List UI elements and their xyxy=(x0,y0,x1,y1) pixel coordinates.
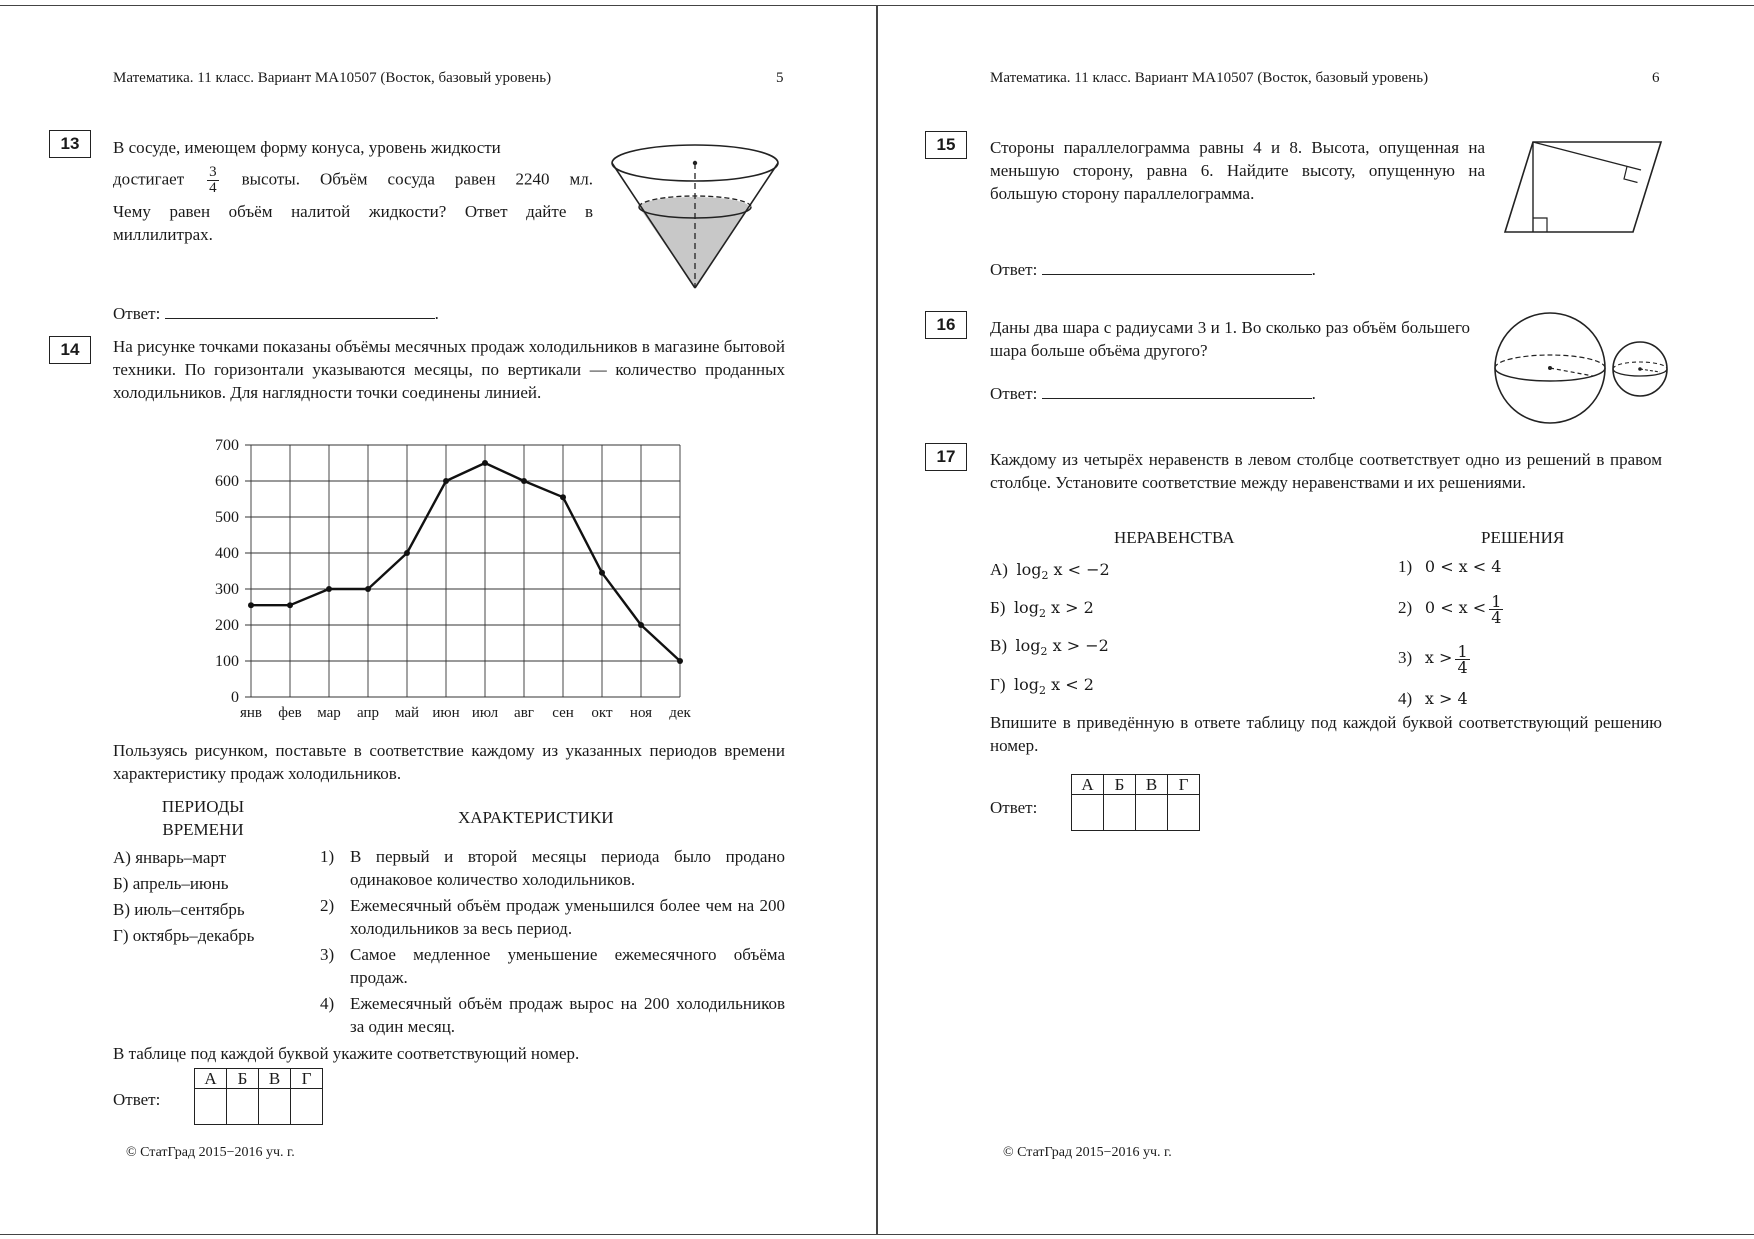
period-item xyxy=(113,871,254,897)
solution-text: x > xyxy=(1424,648,1453,667)
task-14-after-chart: Пользуясь рисунком, поставьте в соответствие каждому из указанных периодов времени характеристику продаж холодильников. xyxy=(113,741,785,783)
page-number: 5 xyxy=(776,70,784,86)
data-point xyxy=(482,460,488,466)
task-number-17: 17 xyxy=(925,443,967,471)
answer-table-header: Б xyxy=(227,1069,259,1089)
fraction-numerator: 3 xyxy=(209,164,217,180)
solutions-list xyxy=(1398,551,1506,715)
chart-points xyxy=(248,460,683,664)
page-5 xyxy=(0,5,877,1235)
answer-input-13[interactable] xyxy=(165,303,435,319)
period-item xyxy=(113,845,254,871)
characteristic-number: 3) xyxy=(320,945,335,964)
periods-heading-line2: ВРЕМЕНИ xyxy=(162,820,244,839)
answer-label: Ответ: xyxy=(990,260,1038,279)
x-tick-label: сен xyxy=(552,705,574,721)
table-instruction: В таблице под каждой буквой укажите соответствующий номер. xyxy=(113,1044,580,1063)
characteristic-item xyxy=(320,992,785,1038)
solution-item xyxy=(1398,633,1506,683)
answer-cell[interactable] xyxy=(195,1089,227,1125)
inequality-item xyxy=(990,669,1110,707)
inequality-letter: В) xyxy=(990,636,1007,656)
inequality-letter: Г) xyxy=(990,674,1006,694)
inequalities-list xyxy=(990,554,1110,707)
period-text: январь–март xyxy=(135,848,227,867)
task-15-text: Стороны параллелограмма равны 4 и 8. Высота, опущенная на меньшую сторону, равна 6. Найдите высоту, опущенную на большую сторону параллелограмма. xyxy=(990,138,1485,203)
answer-table-header: В xyxy=(1136,775,1168,795)
task-15-answer: Ответ: . xyxy=(990,260,1316,279)
x-tick-label: дек xyxy=(669,705,691,721)
parallelogram-illustration xyxy=(1503,132,1663,238)
period-text: апрель–июнь xyxy=(132,874,229,893)
characteristic-item xyxy=(320,894,785,940)
fraction-3-4 xyxy=(207,165,219,196)
x-tick-label: май xyxy=(394,705,420,721)
x-tick-label: окт xyxy=(591,705,613,721)
answer-input-16[interactable] xyxy=(1042,383,1312,399)
characteristic-text: Самое медленное уменьшение ежемесячного объёма продаж. xyxy=(350,945,785,987)
inequality-rest: x < −2 xyxy=(1048,560,1110,579)
answer-table-header: Г xyxy=(291,1069,323,1089)
log-base: 2 xyxy=(1038,607,1046,621)
y-tick-label: 200 xyxy=(215,617,239,634)
characteristic-number: 1) xyxy=(320,847,335,866)
y-tick-label: 700 xyxy=(215,437,239,454)
page-footer: © СтатГрад 2015−2016 уч. г. xyxy=(1003,1145,1172,1160)
solution-number: 1) xyxy=(1398,557,1413,576)
task-13-answer: Ответ: . xyxy=(113,304,439,323)
periods-heading xyxy=(140,795,266,841)
answer-label: Ответ: xyxy=(113,1090,161,1109)
log-text: log xyxy=(1016,560,1042,579)
answer-table-header: А xyxy=(1072,775,1104,795)
x-tick-label: фев xyxy=(278,705,302,721)
task-number-15: 15 xyxy=(925,131,967,159)
inequality-rest: x > 2 xyxy=(1045,598,1094,618)
characteristics-heading: ХАРАКТЕРИСТИКИ xyxy=(458,808,614,827)
task-number-16: 16 xyxy=(925,311,967,339)
solution-number: 2) xyxy=(1398,598,1413,617)
data-point xyxy=(287,602,293,608)
characteristic-number: 2) xyxy=(320,896,335,915)
page-footer: © СтатГрад 2015−2016 уч. г. xyxy=(126,1145,295,1160)
log-text: log xyxy=(1014,674,1039,694)
task-14-text: На рисунке точками показаны объёмы месячных продаж холодильников в магазине бытовой техники. По горизонтали указываются месяцы, по вертикали — количество проданных холодильников. Для наглядности точки соединены линией. xyxy=(113,337,785,402)
task-13-line2-start: достигает xyxy=(113,169,185,189)
characteristic-number: 4) xyxy=(320,994,335,1013)
answer-table-14 xyxy=(194,1068,323,1125)
spheres-illustration xyxy=(1490,306,1670,426)
solution-text: 0 < x < 4 xyxy=(1424,557,1502,576)
answer-cell[interactable] xyxy=(1168,795,1200,831)
answer-label: Ответ: xyxy=(113,304,161,323)
log-base: 2 xyxy=(1040,645,1048,659)
y-tick-label: 400 xyxy=(215,545,239,562)
x-tick-label: апр xyxy=(357,705,379,721)
data-point xyxy=(248,602,254,608)
period-item xyxy=(113,897,254,923)
period-text: июль–сентябрь xyxy=(134,900,245,919)
y-tick-label: 500 xyxy=(215,509,239,526)
sales-chart xyxy=(200,431,710,731)
answer-cell[interactable] xyxy=(227,1089,259,1125)
x-tick-label: июл xyxy=(471,705,499,721)
solution-text: 0 < x < xyxy=(1424,598,1487,617)
task-number-13: 13 xyxy=(49,130,91,158)
task-number-14: 14 xyxy=(49,336,91,364)
answer-table-17 xyxy=(1071,774,1200,831)
fraction-numerator: 1 xyxy=(1491,591,1502,611)
answer-label: Ответ: xyxy=(990,798,1038,817)
answer-table-header: В xyxy=(259,1069,291,1089)
answer-input-15[interactable] xyxy=(1042,259,1312,275)
chart-x-ticks xyxy=(240,705,692,721)
data-point xyxy=(521,478,527,484)
fraction-numerator: 1 xyxy=(1457,641,1468,661)
period-letter: В) xyxy=(113,900,130,919)
periods-list xyxy=(113,845,254,949)
inequality-item xyxy=(990,630,1110,668)
period-letter: А) xyxy=(113,848,131,867)
inequality-rest: x > −2 xyxy=(1047,636,1109,656)
answer-cell[interactable] xyxy=(291,1089,323,1125)
characteristic-item xyxy=(320,943,785,989)
inequalities-heading: НЕРАВЕНСТВА xyxy=(1114,528,1235,547)
fraction-denominator: 4 xyxy=(209,180,217,196)
y-tick-label: 300 xyxy=(215,581,239,598)
task-17-instruction: Впишите в приведённую в ответе таблицу под каждой буквой соответствующий решению номер. xyxy=(990,713,1662,755)
periods-heading-line1: ПЕРИОДЫ xyxy=(161,797,245,816)
solution-item xyxy=(1398,583,1506,633)
solution-fraction xyxy=(1489,591,1503,627)
period-text: октябрь–декабрь xyxy=(132,926,255,945)
answer-label: Ответ: xyxy=(990,384,1038,403)
answer-cell[interactable] xyxy=(259,1089,291,1125)
y-tick-label: 100 xyxy=(215,653,239,670)
fraction-denominator: 4 xyxy=(1457,657,1468,677)
solution-number: 3) xyxy=(1398,648,1413,667)
characteristic-text: Ежемесячный объём продаж вырос на 200 холодильников за один месяц. xyxy=(350,994,785,1036)
solutions-heading: РЕШЕНИЯ xyxy=(1481,528,1565,547)
task-13-line2-end: высоты. Объём сосуда равен 2240 мл. xyxy=(241,169,593,189)
chart-series-line xyxy=(251,463,680,661)
characteristic-item xyxy=(320,845,785,891)
data-point xyxy=(365,586,371,592)
y-tick-label: 0 xyxy=(231,689,239,706)
task-13-line3: Чему равен объём налитой жидкости? Ответ дайте в миллилитрах. xyxy=(113,202,593,244)
task-13-line1: В сосуде, имеющем форму конуса, уровень жидкости xyxy=(113,138,501,157)
solution-item xyxy=(1398,551,1506,583)
data-point xyxy=(404,550,410,556)
inequality-letter: Б) xyxy=(990,598,1006,618)
task-17-text: Каждому из четырёх неравенств в левом столбце соответствует одно из решений в правом столбце. Установите соответствие между неравенствами и их решениями. xyxy=(990,450,1662,492)
answer-cell[interactable] xyxy=(1136,795,1168,831)
x-tick-label: янв xyxy=(239,705,263,721)
characteristic-text: В первый и второй месяцы периода было продано одинаковое количество холодильников. xyxy=(350,847,785,889)
log-base: 2 xyxy=(1039,683,1046,697)
data-point xyxy=(599,570,605,576)
answer-table-header: А xyxy=(195,1069,227,1089)
period-letter: Б) xyxy=(113,874,129,893)
answer-table-header: Г xyxy=(1168,775,1200,795)
solution-fraction xyxy=(1455,641,1469,677)
data-point xyxy=(638,622,644,628)
inequality-rest: x < 2 xyxy=(1046,674,1094,694)
x-tick-label: июн xyxy=(432,705,460,721)
solution-text: x > 4 xyxy=(1424,689,1468,708)
page-header: Математика. 11 класс. Вариант МА10507 (Восток, базовый уровень) xyxy=(990,70,1429,86)
task-16-answer: Ответ: . xyxy=(990,384,1316,403)
data-point xyxy=(560,494,566,500)
solution-number: 4) xyxy=(1398,689,1413,708)
page-number: 6 xyxy=(1652,70,1660,86)
inequality-item xyxy=(990,592,1110,630)
data-point xyxy=(677,658,683,664)
inequality-item xyxy=(990,554,1110,592)
log-text: log xyxy=(1013,598,1039,618)
task-13-line2 xyxy=(113,165,593,196)
inequality-letter: А) xyxy=(990,560,1008,579)
task-13-text xyxy=(113,136,593,246)
x-tick-label: мар xyxy=(317,705,341,721)
fraction-denominator: 4 xyxy=(1491,607,1502,627)
page-6 xyxy=(877,5,1754,1235)
task-16-text: Даны два шара с радиусами 3 и 1. Во сколько раз объём большего шара больше объёма другого? xyxy=(990,318,1470,360)
data-point xyxy=(326,586,332,592)
answer-table-header: Б xyxy=(1104,775,1136,795)
period-letter: Г) xyxy=(113,926,129,945)
characteristics-list xyxy=(320,845,785,1038)
cone-illustration xyxy=(606,140,782,292)
chart-grid xyxy=(245,445,680,697)
page-header: Математика. 11 класс. Вариант МА10507 (Восток, базовый уровень) xyxy=(113,70,552,86)
period-item xyxy=(113,923,254,949)
x-tick-label: авг xyxy=(514,705,534,721)
x-tick-label: ноя xyxy=(629,705,653,721)
chart-y-ticks xyxy=(215,437,239,706)
answer-cell[interactable] xyxy=(1104,795,1136,831)
log-text: log xyxy=(1015,636,1041,656)
characteristic-text: Ежемесячный объём продаж уменьшился более чем на 200 холодильников за весь период. xyxy=(350,896,785,938)
answer-cell[interactable] xyxy=(1072,795,1104,831)
log-base: 2 xyxy=(1041,569,1049,583)
sales-line xyxy=(251,463,680,661)
data-point xyxy=(443,478,449,484)
y-tick-label: 600 xyxy=(215,473,239,490)
